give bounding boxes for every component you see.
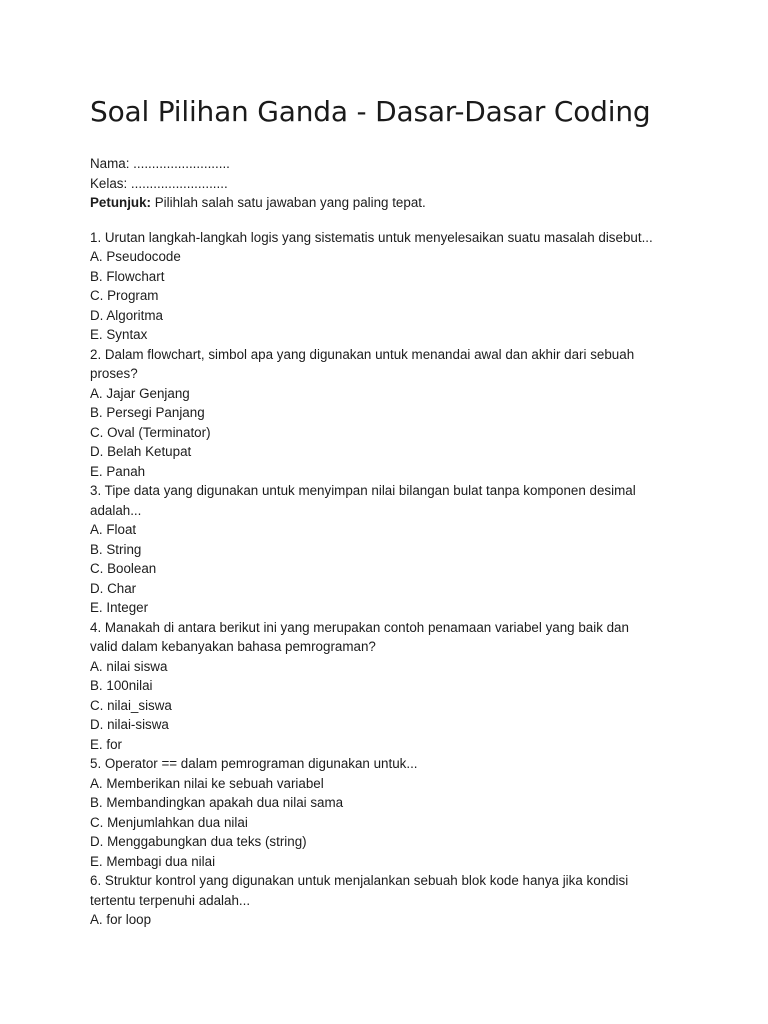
answer-option: E. for <box>90 736 122 752</box>
answer-option: D. Belah Ketupat <box>90 444 192 459</box>
question-text: 5. Operator == dalam pemrograman digunakan untuk... <box>90 756 418 771</box>
answer-option: C. Program <box>90 288 159 303</box>
answer-option: C. nilai_siswa <box>90 697 172 713</box>
answer-option: D. Char <box>90 580 137 596</box>
petunjuk-label: Petunjuk: <box>90 195 152 210</box>
question-item <box>90 228 690 345</box>
answer-option: D. nilai-siswa <box>90 717 169 732</box>
answer-option: A. nilai siswa <box>90 658 168 674</box>
answer-option: D. Algoritma <box>90 307 163 323</box>
answer-option: B. Persegi Panjang <box>90 405 205 420</box>
question-text: tertentu terpenuhi adalah... <box>90 892 251 908</box>
answer-option: E. Membagi dua nilai <box>90 853 216 869</box>
answer-option: A. Memberikan nilai ke sebuah variabel <box>90 775 324 791</box>
question-text: adalah... <box>90 502 142 518</box>
question-list <box>90 228 690 930</box>
document-page <box>90 92 690 930</box>
answer-option: C. Boolean <box>90 561 157 576</box>
kelas-field: Kelas: .......................... <box>90 175 228 191</box>
question-text: 2. Dalam flowchart, simbol apa yang digunakan untuk menandai awal dan akhir dari sebuah <box>90 346 635 362</box>
answer-option: B. String <box>90 541 142 557</box>
answer-option: E. Integer <box>90 600 149 615</box>
answer-option: E. Syntax <box>90 327 148 342</box>
question-text: proses? <box>90 366 138 381</box>
answer-option: B. Flowchart <box>90 268 165 284</box>
question-text: valid dalam kebanyakan bahasa pemrograman? <box>90 639 376 654</box>
answer-option: A. Float <box>90 522 137 537</box>
question-item <box>90 754 690 871</box>
answer-option: E. Panah <box>90 463 146 479</box>
answer-option: D. Menggabungkan dua teks (string) <box>90 834 307 849</box>
question-text: 1. Urutan langkah-langkah logis yang sistematis untuk menyelesaikan suatu masalah disebut... <box>90 229 653 245</box>
question-item <box>90 871 690 930</box>
petunjuk-text: Pilihlah salah satu jawaban yang paling tepat. <box>151 195 426 210</box>
question-item <box>90 481 690 618</box>
question-item <box>90 345 690 482</box>
answer-option: B. 100nilai <box>90 678 153 693</box>
question-text: 3. Tipe data yang digunakan untuk menyimpan nilai bilangan bulat tanpa komponen desimal <box>90 483 636 498</box>
nama-field: Nama: .......................... <box>90 156 230 171</box>
answer-option: A. Pseudocode <box>90 249 181 264</box>
question-item <box>90 618 690 755</box>
question-text: 6. Struktur kontrol yang digunakan untuk menjalankan sebuah blok kode hanya jika kondisi <box>90 873 629 888</box>
answer-option: C. Oval (Terminator) <box>90 424 211 440</box>
spacer <box>90 213 690 228</box>
answer-option: A. for loop <box>90 912 152 927</box>
page-title: Soal Pilihan Ganda - Dasar-Dasar Coding <box>90 95 651 128</box>
petunjuk-line <box>90 193 690 213</box>
answer-option: B. Membandingkan apakah dua nilai sama <box>90 795 344 810</box>
answer-option: C. Menjumlahkan dua nilai <box>90 814 248 830</box>
answer-option: A. Jajar Genjang <box>90 385 190 401</box>
question-text: 4. Manakah di antara berikut ini yang merupakan contoh penamaan variabel yang baik dan <box>90 619 629 635</box>
